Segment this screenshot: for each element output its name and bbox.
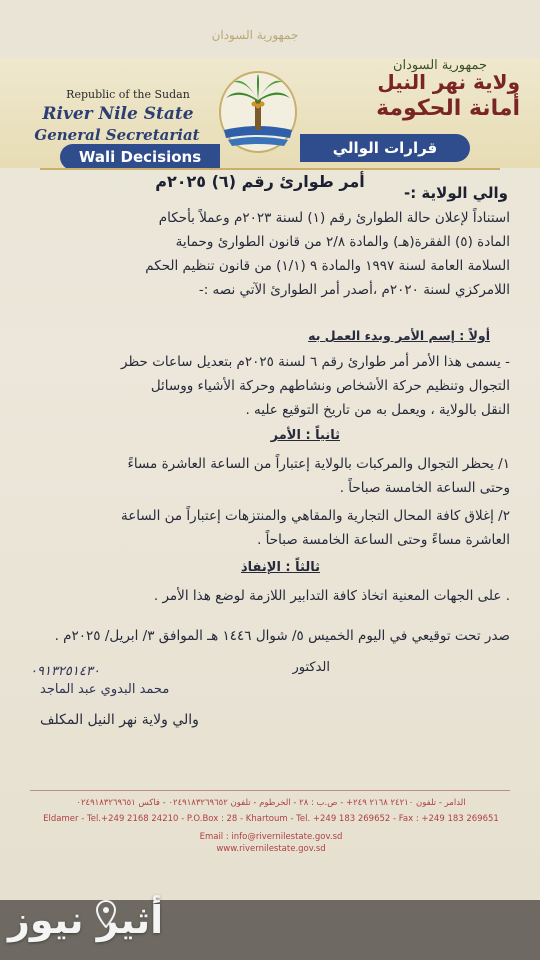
section2-item-1: ١/ يحظر التجوال والمركبات بالولاية إعتباراً من الساعة العاشرة مساءً	[127, 456, 510, 472]
footer-website: www.rivernilestate.gov.sd	[216, 844, 326, 854]
signatory-title: الدكتور	[292, 660, 330, 675]
section2-item-2-cont: العاشرة مساءً وحتى الساعة الخامسة صباحاً .	[257, 532, 510, 548]
watermark-text: أثير نيوز	[8, 898, 164, 942]
palm-tree-emblem-icon	[208, 66, 308, 158]
handwritten-number: ٠٩١٣٢٥١٤٣٠	[30, 664, 100, 679]
section3-text: . على الجهات المعنية اتخاذ كافة التدابير اللازمة لوضع هذا الأمر .	[153, 588, 510, 604]
order-title: أمر طوارئ رقم (٦) ٢٠٢٥م	[155, 172, 365, 191]
signatory-role: والي ولاية نهر النيل المكلف	[40, 712, 199, 728]
addressee-line: والي الولاية :-	[403, 184, 508, 202]
wali-decisions-bar-en: Wali Decisions	[60, 144, 220, 170]
secretariat-ar: أمانة الحكومة	[376, 96, 520, 121]
state-name-en: River Nile State	[42, 104, 194, 124]
footer-english-contact: Eldamer - Tel.+249 2168 24210 - P.O.Box : 28 - Khartoum - Tel. +249 183 269652 - Fax : +249 183 269651	[43, 814, 499, 824]
intro-line-1: استناداً لإعلان حالة الطوارئ رقم (١) لسنة ٢٠٢٣م وعملاً بأحكام	[158, 210, 510, 226]
section2-heading: ثانياً : الأمر	[270, 428, 340, 443]
section2-item-1-cont: وحتى الساعة الخامسة صباحاً .	[339, 480, 510, 496]
section1-line-1: - يسمى هذا الأمر أمر طوارئ رقم ٦ لسنة ٢٠٢٥م بتعديل ساعات حظر	[121, 354, 510, 370]
state-name-ar: ولاية نهر النيل	[377, 70, 520, 94]
republic-label: Republic of the Sudan	[66, 88, 190, 101]
secretariat-en: General Secretariat	[34, 126, 200, 144]
footer-divider	[30, 790, 510, 791]
intro-line-3: السلامة العامة لسنة ١٩٩٧ والمادة ٩ (١/١) من قانون تنظيم الحكم	[145, 258, 510, 274]
letterhead-top-arabic-right: جمهورية السودان	[392, 58, 488, 73]
letterhead-top-arabic: جمهورية السودان	[211, 28, 299, 42]
section1-heading: أولاً : إسم الأمر وبدء العمل به	[308, 328, 490, 343]
footer-email: Email : info@rivernilestate.gov.sd	[199, 832, 343, 842]
wali-decisions-bar-ar: قرارات الوالي	[300, 134, 470, 162]
section1-line-3: النقل بالولاية ، ويعمل به من تاريخ التوقيع عليه .	[245, 402, 510, 418]
section1-line-2: التجوال وتنظيم حركة الأشخاص ونشاطهم وحركة الأشياء ووسائل	[150, 378, 510, 394]
section3-heading: ثالثاً : الإنفاذ	[240, 560, 320, 575]
footer-arabic-contact: الدامر - تلفون ٢٤٢١٠ ٢١٦٨ ٢٤٩+ - ص.ب : ٢٨ - الخرطوم - تلفون ٠٢٤٩١٨٣٢٦٩٦٥٢ - فاكس ٠٢٤٩١٨٣٢٦٩٦٥١	[76, 798, 466, 808]
section2-item-2: ٢/ إغلاق كافة المحال التجارية والمقاهي والمنتزهات إعتباراً من الساعة	[121, 508, 510, 524]
issued-line: صدر تحت توقيعي في اليوم الخميس ٥/ شوال ١٤٤٦ هـ الموافق ٣/ ابريل/ ٢٠٢٥م .	[54, 628, 510, 644]
intro-line-2: المادة (٥) الفقرة(هـ) والمادة ٢/٨ من قانون الطوارئ وحماية	[175, 234, 510, 250]
signatory-name: محمد البدوي عبد الماجد	[40, 682, 170, 697]
intro-line-4: اللامركزي لسنة ٢٠٢٠م ،أصدر أمر الطوارئ الآتي نصه :-	[198, 282, 510, 298]
header-divider	[40, 168, 500, 170]
